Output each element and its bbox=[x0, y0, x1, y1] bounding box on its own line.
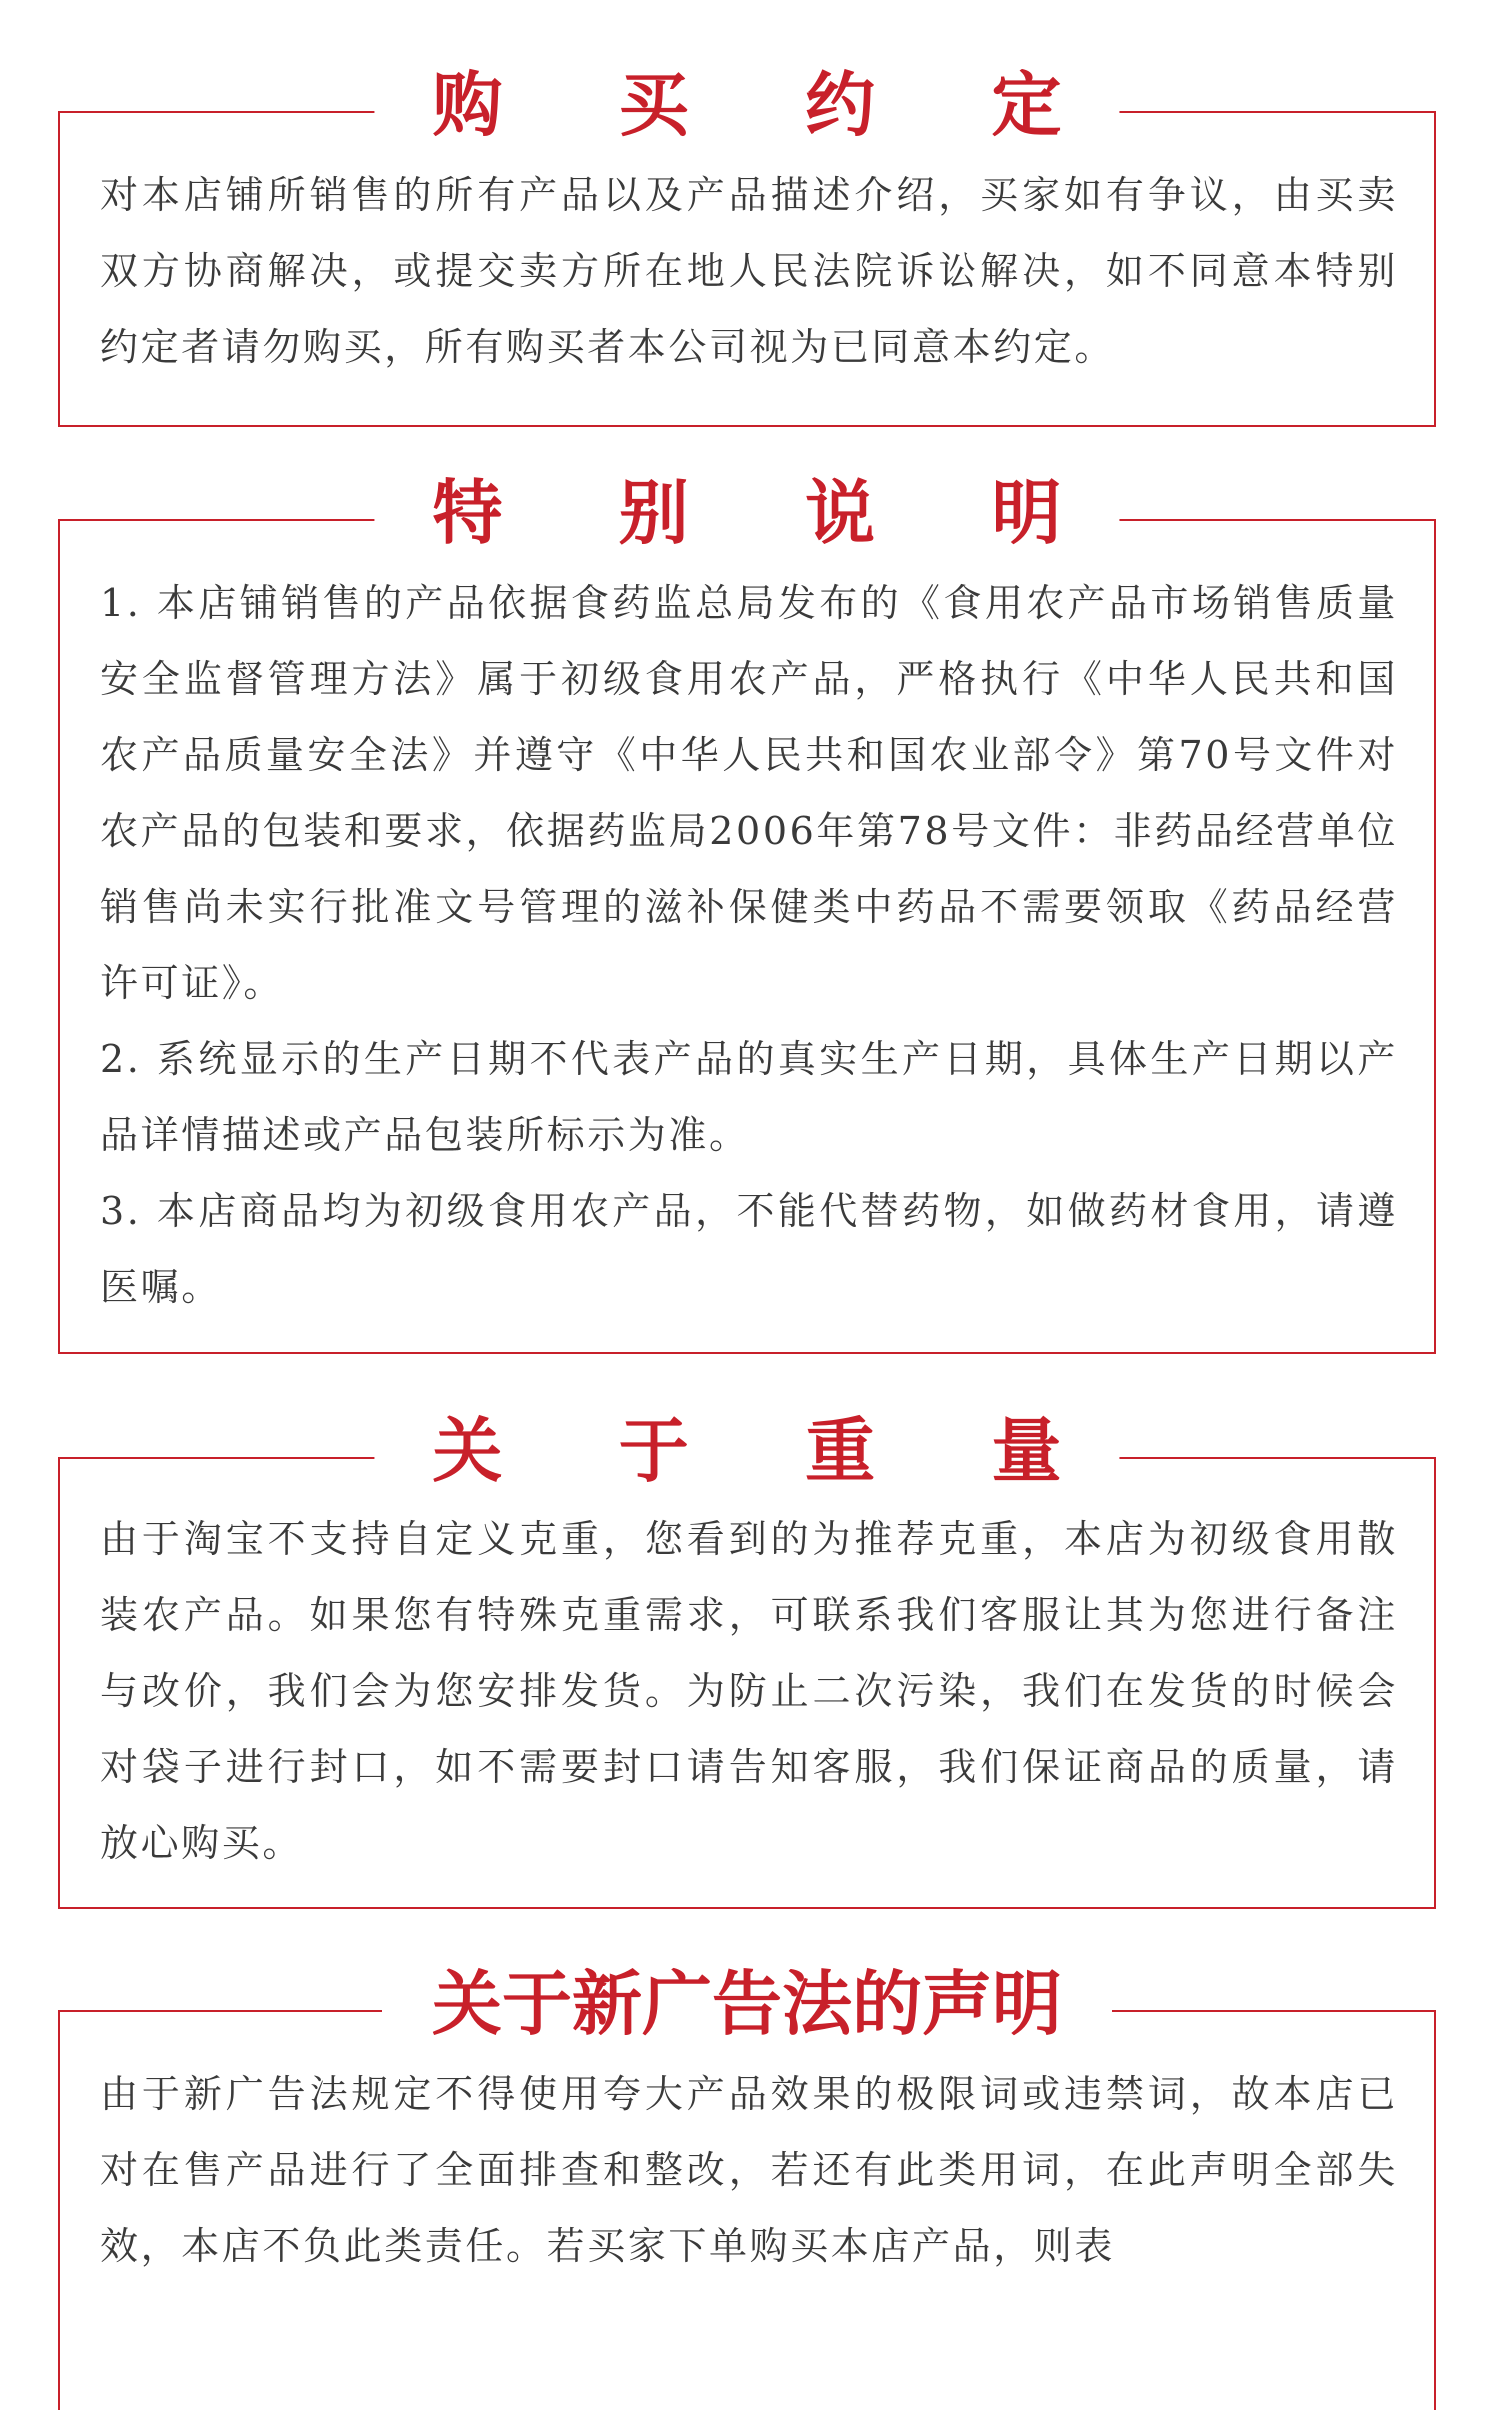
ad-law-paragraph: 由于新广告法规定不得使用夸大产品效果的极限词或违禁词，故本店已对在售产品进行了全面排查和整改，若还有此类用词，在此声明全部失效，本店不负此类责任。若买家下单购买本店产品，则表 bbox=[100, 2072, 1398, 2268]
purchase-agreement-title: 购 买 约 定 bbox=[374, 57, 1119, 153]
weight-paragraph: 由于淘宝不支持自定义克重，您看到的为推荐克重，本店为初级食用散装农产品。如果您有特殊克重需求，可联系我们客服让其为您进行备注与改价，我们会为您安排发货。为防止二次污染，我们在发货的时候会对袋子进行封口，如不需要封口请告知客服，我们保证商品的质量，请放心购买。 bbox=[100, 1517, 1398, 1865]
purchase-agreement-body bbox=[60, 113, 1434, 385]
purchase-agreement-section bbox=[58, 63, 1436, 427]
special-notes-section bbox=[58, 471, 1436, 1354]
special-note-item-1: 1. 本店铺销售的产品依据食药监总局发布的《食用农产品市场销售质量安全监督管理方法》属于初级食用农产品，严格执行《中华人民共和国农产品质量安全法》并遵守《中华人民共和国农业部令》第70号文件对农产品的包装和要求，依据药监局2006年第78号文件：非药品经营单位销售尚未实行批准文号管理的滋补保健类中药品不需要领取《药品经营许可证》。 bbox=[100, 581, 1398, 1005]
weight-title: 关 于 重 量 bbox=[374, 1403, 1119, 1499]
special-note-item-3: 3. 本店商品均为初级食用农产品，不能代替药物，如做药材食用，请遵医嘱。 bbox=[100, 1189, 1398, 1309]
special-notes-body bbox=[60, 521, 1434, 1325]
ad-law-body bbox=[60, 2012, 1434, 2284]
purchase-agreement-paragraph: 对本店铺所销售的所有产品以及产品描述介绍，买家如有争议，由买卖双方协商解决，或提交卖方所在地人民法院诉讼解决，如不同意本特别约定者请勿购买，所有购买者本公司视为已同意本约定。 bbox=[100, 173, 1398, 369]
ad-law-title: 关于新广告法的声明 bbox=[382, 1956, 1112, 2052]
ad-law-section bbox=[58, 1962, 1436, 2410]
special-notes-title: 特 别 说 明 bbox=[374, 465, 1119, 561]
special-note-item-2: 2. 系统显示的生产日期不代表产品的真实生产日期，具体生产日期以产品详情描述或产品包装所标示为准。 bbox=[100, 1037, 1398, 1157]
weight-body bbox=[60, 1459, 1434, 1881]
weight-section bbox=[58, 1409, 1436, 1909]
